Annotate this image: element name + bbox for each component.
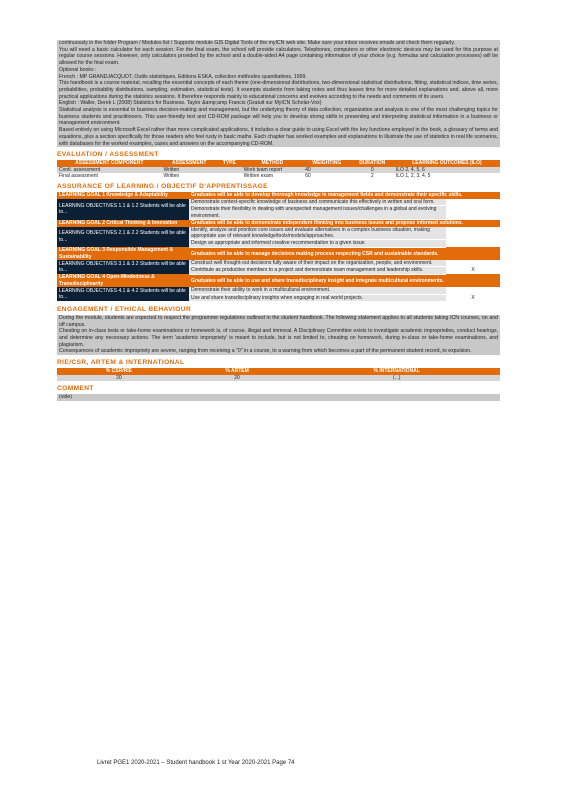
objective-text: Demonstrate their flexibility in dealing with unexpected management issues/challenges in a global and evolving environment.: [189, 206, 446, 220]
eval-cell: 2: [351, 173, 394, 179]
table-row: [57, 375, 500, 381]
intro-paragraph: English : Waller, Derek L (2008) Statistics for Business. Taylor &amp;amp Francis (Gratuit sur MyICN Scholar-Vox): [59, 100, 322, 107]
rie-value: 20: [181, 375, 294, 381]
eval-cell: Work team report: [242, 167, 303, 173]
eval-header: DURATION: [351, 160, 394, 166]
evaluation-table: [57, 160, 500, 179]
eval-cell: 60: [303, 173, 350, 179]
objective-row: [57, 260, 500, 267]
intro-paragraph: Based entirely on using Microsoft Excel rather than more complicated applications, it includes a clear guide to using Excel with the key functions employed in the book, a glossary of terms and equations, plus a section specifically for those readers who feel rusty in basic maths. Each chapter has worked examples and explanations to illustrate the use of statistics in real life scenarios, with databases for the worked examples, cases and answers on the accompanying CD-ROM.: [59, 127, 498, 147]
goal-header-row: [57, 192, 500, 198]
objective-text: Construct well thought-out decisions fully aware of their impact on the organization, people, and environment.: [189, 260, 446, 267]
eval-header: TYPE: [217, 160, 242, 166]
objective-mark: [446, 240, 500, 247]
objective-mark: X: [446, 294, 500, 301]
intro-paragraph: Statistical analysis is essential to business decision-making and management, but the underlying theory of data collection, organization and analysis is one of the most challenging topics for business students and practitioners. This user-friendly text and CD-ROM package will help you to develop strong skills in presenting and interpreting statistical information in a business or management environment.: [59, 107, 498, 127]
comment-title: COMMENT: [57, 385, 94, 392]
eval-header: ASSESSMENT COMPONENT: [57, 160, 161, 166]
engagement-paragraph: Cheating on in-class tests or take-home examinations or homework is, of course, illegal and immoral. A Disciplinary Committee exists to investigate academic improprieties, conduct hearings, and determine any necessary actions. The term 'academic impropriety' is meant to include, but is not limited to, cheating on homework, during in-class or take-home examinations, and plagiarism.: [59, 328, 498, 348]
objective-text: Use and share transdisciplinary insights when engaging in real world projects.: [189, 294, 446, 301]
objective-mark: X: [446, 267, 500, 274]
evaluation-title: EVALUATION / ASSESSMENT: [57, 151, 159, 159]
eval-cell: Written: [161, 167, 217, 173]
assurance-table: [57, 192, 500, 302]
rie-header: % ARTEM: [181, 368, 294, 374]
objective-mark: [446, 227, 500, 240]
eval-cell: 0: [351, 167, 394, 173]
eval-cell: Final assessment: [57, 173, 161, 179]
eval-cell: ILO 2, 4, 5, 6: [394, 167, 500, 173]
objective-text: Contribute as productive members to a project and demonstrate team management and leadership skills.: [189, 267, 446, 274]
eval-header: LEARNING OUTCOMES (ILO): [394, 160, 500, 166]
intro-paragraph: You will need a basic calculator for each session. For the final exam, the school will provide calculators. Telephones, computers or other electronic devices may be used for this purpose at regular course sessions. However, only calculators provided by the school and a double-sided A4 page containing information of your choice (e.g. formulas and calculation processes) will be allowed for the final exam.: [59, 46, 498, 67]
goal-name: LEARNING GOAL 2 Critical Thinking & Innovation: [57, 220, 189, 227]
comment-text: (vide): [59, 394, 72, 400]
eval-cell: Contl. assessment: [57, 167, 161, 173]
rie-header: % INTERNATIONAL: [293, 368, 500, 374]
objective-label: LEARNING OBJECTIVES 1.1 & 1.2 Students will be able to...: [57, 199, 189, 220]
eval-cell: [217, 173, 242, 179]
eval-cell: ILO 1, 2, 3, 4, 5: [394, 173, 500, 179]
intro-block: [57, 40, 500, 147]
goal-name: LEARNING GOAL 4 Open-Mindedness & Transdisciplinarity: [57, 274, 189, 287]
engagement-paragraph: Consequences of academic impropriety are severe, ranging from receiving a "0" in a course, to a warning from which becomes a part of the permanent student record, to expulsion.: [59, 348, 472, 355]
intro-paragraph: continuously in the folder Program / Modules list / Supports module GIS Digital Tools of the myICN web site. Make sure your inbox receives emails and check them regularly.: [59, 40, 455, 46]
rie-title: RIE/CSR, ARTEM & INTERNATIONAL: [57, 359, 185, 367]
engagement-block: [57, 315, 500, 355]
engagement-paragraph: During the module, students are expected to respect the programme regulations outlined in the student handbook. The following statement applies to all students taking ICN courses, on and off campus.: [59, 314, 498, 328]
comment-block: [57, 394, 500, 401]
table-row: [57, 173, 500, 179]
eval-cell: 40: [303, 167, 350, 173]
intro-paragraph: This handbook is a course material, recalling the essential concepts of each theme (one-dimensional distributions, two-dimensional statistical distributions, fitting, statistical indices, time series, probabilities, probability distributions, sampling, estimation, statistical tests). It exempts students from taking notes and thus leaves time for more detailed explanations and, above all, more practical applications during the statistics sessions. It therefore responds mainly to educational concerns and evolves according to the needs and comments of its users.: [59, 80, 498, 100]
page-content: [57, 40, 500, 401]
objective-row: [57, 227, 500, 240]
eval-header: ASSESSMENT: [161, 160, 217, 166]
page-footer: Livret PGE1 2020-2021 – Student handbook 1 st Year 2020-2021 Page 74: [97, 760, 295, 766]
objective-row: [57, 199, 500, 206]
assurance-title: ASSURANCE OF LEARNING / OBJECTIF D'APPRENTISSAGE: [57, 183, 268, 191]
objective-text: Identify, analyze and prioritize core issues and evaluate alternatives in a complex business situation, making appropriate use of relevant knowledge/tools/models/approaches.: [189, 227, 446, 240]
goal-header-row: [57, 274, 500, 287]
eval-cell: Written exam: [242, 173, 303, 179]
goal-statement: Graduates will be able to demonstrate independent thinking into business issues and propose informed solutions.: [189, 220, 500, 227]
intro-paragraph: French : MP GRANDJACQUOT, Outils statistiques, Editions ESKA, collection méthodes quantitatives, 1999.: [59, 73, 307, 80]
objective-mark: [446, 287, 500, 294]
rie-header: % CSR/RIE: [57, 368, 181, 374]
eval-header: WEIGHTING: [303, 160, 350, 166]
goal-header-row: [57, 247, 500, 260]
rie-value: (...): [293, 375, 500, 381]
goal-name: LEARNING GOAL 1 Knowledge & Adaptability: [57, 192, 189, 198]
goal-header-row: [57, 220, 500, 227]
intro-paragraph: Optional books :: [59, 66, 97, 73]
objective-label: LEARNING OBJECTIVES 3.1 & 3.2 Students will be able to...: [57, 260, 189, 274]
objective-text: Demonstrate context-specific knowledge of business and communicate this effectively in written and oral form.: [189, 199, 446, 206]
objective-row: [57, 287, 500, 294]
engagement-title: ENGAGEMENT / ETHICAL BEHAVIOUR: [57, 305, 192, 313]
objective-mark: [446, 199, 500, 206]
objective-text: Design an appropriate and informed creative recommendation to a given issue.: [189, 240, 446, 247]
goal-name: LEARNING GOAL 3 Responsible Management & Sustainability: [57, 247, 189, 260]
objective-mark: [446, 206, 500, 220]
goal-statement: Graduates will be able to develop thorough knowledge in management fields and demonstrate their specific skills.: [189, 192, 500, 198]
objective-text: Demonstrate their ability to work in a multicultural environment.: [189, 287, 446, 294]
eval-cell: Written: [161, 173, 217, 179]
rie-table: [57, 368, 500, 381]
eval-header: METHOD: [242, 160, 303, 166]
objective-mark: [446, 260, 500, 267]
goal-statement: Graduates will be able to manage decisions making process respecting CSR and sustainable standards.: [189, 247, 500, 260]
objective-label: LEARNING OBJECTIVES 4.1 & 4.2 Students will be able to...: [57, 287, 189, 301]
objective-label: LEARNING OBJECTIVES 2.1 & 2.2 Students will be able to...: [57, 227, 189, 248]
goal-statement: Graduates will be able to use and share transdisciplinary insight and integrate multicultural environments.: [189, 274, 500, 287]
rie-value: 20: [57, 375, 181, 381]
